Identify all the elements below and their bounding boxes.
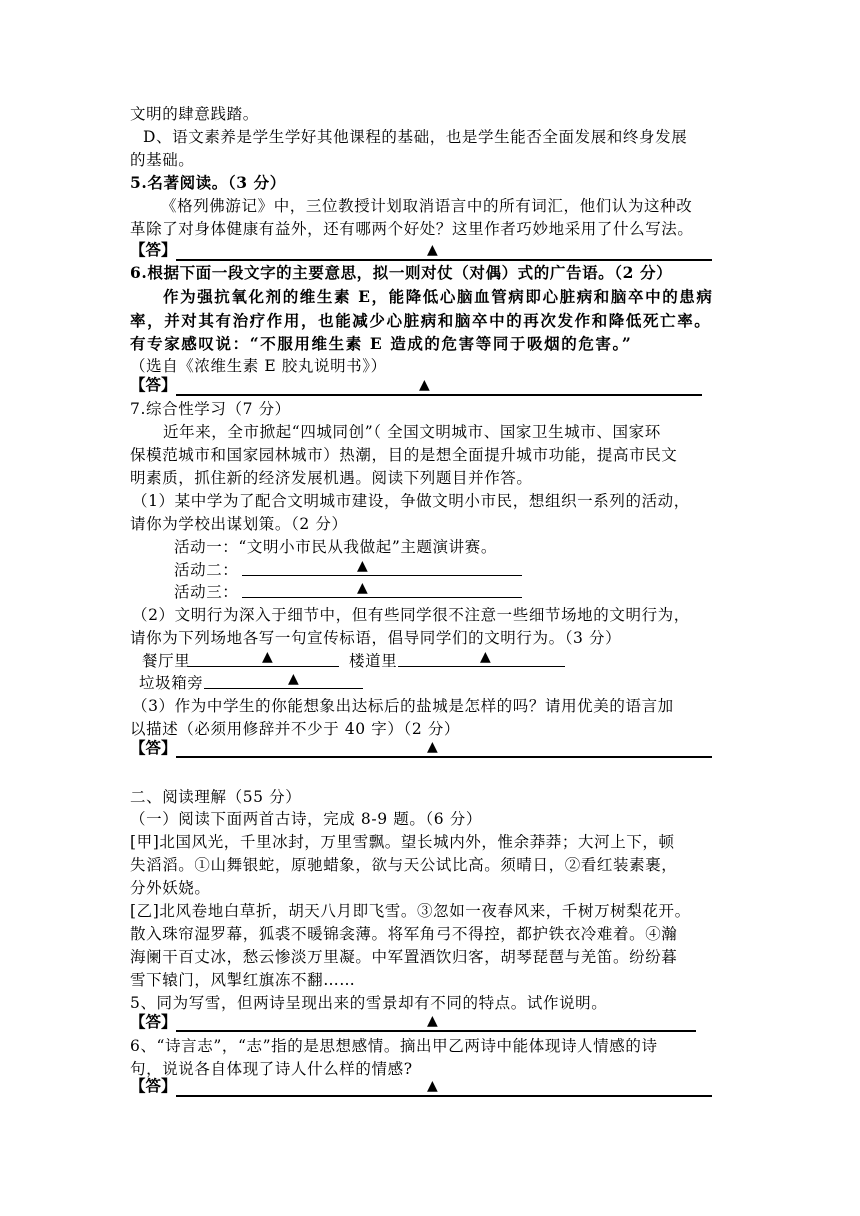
blank-marker-icon: ▲	[419, 377, 430, 393]
activity-2-blank[interactable]	[242, 574, 522, 576]
question-7-1-text: （1）某中学为了配合文明城市建设，争做文明小市民，想组织一系列的活动，	[132, 492, 690, 510]
question-5-text: 《格列佛游记》中，三位教授计划取消语言中的所有词汇，他们认为这种改	[161, 197, 693, 215]
question-7-1-text: 请你为学校出谋划策。（2 分）	[130, 515, 348, 533]
poem-b-text: 雪下辕门，风掣红旗冻不翻……	[130, 971, 356, 989]
answer-label: 【答】	[130, 738, 177, 757]
question-6-text: 有专家感叹说：“不服用维生素 E 造成的危害等同于吸烟的危害。”	[130, 334, 633, 353]
poem-b-text: [乙]北风卷地白草折，胡天八月即飞雪。③忽如一夜春风来，千树万树梨花开。	[130, 902, 691, 920]
poem-b-text: 海阑干百丈冰，愁云惨淡万里凝。中军置酒饮归客，胡琴琵琶与羌笛。纷纷暮	[130, 948, 678, 966]
question-6-text: 率，并对其有治疗作用，也能减少心脏病和脑卒中的再次发作和降低死亡率。	[130, 311, 712, 330]
question-6-source: （选自《浓维生素 E 胶丸说明书》）	[130, 357, 387, 375]
question-6-title: 6.根据下面一段文字的主要意思，拟一则对仗（对偶）式的广告语。（2 分）	[130, 263, 673, 282]
question-7-2-text: 请你为下列场地各写一句宣传标语，倡导同学们的文明行为。（3 分）	[130, 629, 622, 647]
blank-marker-icon: ▲	[427, 1013, 438, 1029]
answer-blank[interactable]	[176, 755, 712, 758]
answer-label: 【答】	[130, 1076, 177, 1095]
section-2-1-heading: （一）阅读下面两首古诗，完成 8-9 题。（6 分）	[130, 810, 482, 828]
blank-marker-icon: ▲	[480, 649, 491, 665]
poem-a-text: 分外妖娆。	[130, 879, 211, 897]
activity-3-label: 活动三：	[174, 583, 239, 601]
section-2-heading: 二、阅读理解（55 分）	[130, 788, 302, 806]
question-7-text: 保模范城市和国家园林城市）热潮，目的是想全面提升城市功能，提高市民文	[130, 446, 678, 464]
question-5-title: 5.名著阅读。（3 分）	[130, 173, 286, 192]
blank-marker-icon: ▲	[357, 558, 368, 574]
blank-marker-icon: ▲	[427, 739, 438, 755]
reading-question-6: 句，说说各自体现了诗人什么样的情感?	[130, 1060, 413, 1078]
reading-question-6: 6、“诗言志”，“志”指的是思想感情。摘出甲乙两诗中能体现诗人情感的诗	[130, 1037, 658, 1055]
place-canteen-label: 餐厅里	[142, 652, 191, 670]
place-canteen-blank[interactable]	[188, 665, 339, 667]
poem-b-text: 散入珠帘湿罗幕，狐裘不暖锦衾薄。将军角弓不得控，都护铁衣冷难着。④瀚	[130, 925, 678, 943]
question-7-title: 7.综合性学习（7 分）	[130, 400, 291, 418]
activity-1: 活动一：“文明小市民从我做起”主题演讲赛。	[174, 538, 497, 556]
blank-marker-icon: ▲	[288, 671, 299, 687]
option-d: D、语文素养是学生学好其他课程的基础，也是学生能否全面发展和终身发展	[143, 128, 688, 146]
blank-marker-icon: ▲	[427, 1078, 438, 1094]
answer-blank[interactable]	[176, 258, 712, 261]
answer-blank[interactable]	[176, 1029, 696, 1032]
blank-marker-icon: ▲	[262, 649, 273, 665]
question-7-3-text: 以描述（必须用修辞并不少于 40 字）（2 分）	[130, 720, 461, 738]
answer-label: 【答】	[130, 1012, 177, 1031]
poem-a-text: 失滔滔。①山舞银蛇，原驰蜡象，欲与天公试比高。须晴日，②看红装素裹，	[130, 856, 678, 874]
answer-blank[interactable]	[176, 393, 702, 396]
place-trashbin-label: 垃圾箱旁	[139, 674, 204, 692]
question-6-text: 作为强抗氧化剂的维生素 E，能降低心脑血管病即心脏病和脑卒中的患病	[163, 287, 714, 306]
poem-a-text: [甲]北国风光，千里冰封，万里雪飘。望长城内外，惟余莽莽；大河上下，顿	[130, 833, 675, 851]
answer-blank[interactable]	[176, 1094, 712, 1097]
place-trashbin-blank[interactable]	[204, 687, 363, 689]
text-line: 文明的肆意践踏。	[130, 105, 259, 123]
answer-label: 【答】	[130, 240, 177, 259]
answer-label: 【答】	[130, 375, 177, 394]
question-7-3-text: （3）作为中学生的你能想象出达标后的盐城是怎样的吗？请用优美的语言加	[132, 697, 674, 715]
reading-question-5: 5、同为写雪，但两诗呈现出来的雪景却有不同的特点。试作说明。	[130, 994, 608, 1012]
question-5-text: 革除了对身体健康有益外，还有哪两个好处？这里作者巧妙地采用了什么写法。	[130, 220, 694, 238]
activity-2-label: 活动二：	[174, 561, 239, 579]
question-7-text: 明素质，抓住新的经济发展机遇。阅读下列题目并作答。	[130, 469, 533, 487]
activity-3-blank[interactable]	[242, 596, 522, 598]
question-7-2-text: （2）文明行为深入于细节中，但有些同学很不注意一些细节场地的文明行为，	[132, 606, 690, 624]
question-7-text: 近年来，全市掀起“四城同创”（ 全国文明城市、国家卫生城市、国家环	[163, 423, 661, 441]
place-corridor-blank[interactable]	[398, 665, 565, 667]
blank-marker-icon: ▲	[427, 242, 438, 258]
text-line: 的基础。	[130, 151, 195, 169]
blank-marker-icon: ▲	[357, 580, 368, 596]
place-corridor-label: 楼道里	[349, 652, 398, 670]
